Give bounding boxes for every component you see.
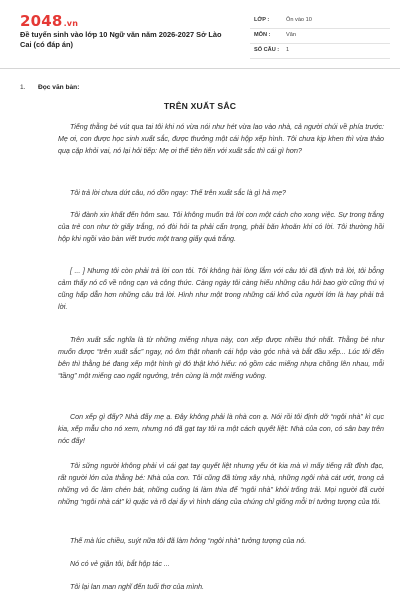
meta-row-subject <box>250 29 390 44</box>
header-divider <box>0 68 400 69</box>
story-paragraph: Thế mà lúc chiều, suýt nữa tôi đã làm hỏng “ngôi nhà” tưởng tượng của nó. <box>70 537 307 545</box>
story-paragraph: Con xếp gì đấy? Nhà đấy mẹ ạ. Đây không phải là nhà con ạ. Nói rồi tôi định dỡ “ngôi nhà” kì cục kia, xếp mẫu cho nó xem, nhưng nó đã gạt tay tôi ra một cách quyết liệt: Nhà của con, có sân bay trên nóc đấy! <box>58 413 384 446</box>
logo-main: 2048 <box>20 12 63 30</box>
meta-row-question-count <box>250 44 390 59</box>
meta-value: Văn <box>286 32 296 38</box>
meta-info-box <box>250 14 390 59</box>
story-paragraph: Tôi đành xin khất đến hôm sau. Tôi không muốn trả lời con một cách cho xong việc. Sự trong trắng của trẻ con như tờ giấy trắng, nó đòi hỏi ta phải cẩn trọng, phải băn khoăn khi có lời. Tôi thường hồi hộp khi ngồi vào bàn viết trước một trang giấy quá trắng. <box>58 211 384 244</box>
question-label: Đọc văn bản: <box>38 84 80 91</box>
site-logo[interactable] <box>20 12 78 30</box>
meta-value: 1 <box>286 47 290 53</box>
story-paragraph: Tôi sững người không phải vì cái gạt tay quyết liệt nhưng yếu ớt kia mà vì mấy tiếng rất đỉnh đạc, rất người lớn của thằng bé: Nhà của con. Tôi cũng đã từng xây nhà, những ngôi nhà cát ướt, trong cả những vỏ ốc làm chén bát, những cuống lá làm thìa để “ngôi nhà” khỏi trống trải. Mọi người đã cười những “ngôi nhà cát” kì quặc và rõ dại ấy vì hình dáng của chúng chỉ giống mỗi trí tưởng tượng của tôi. <box>58 462 384 507</box>
story-paragraph: Tôi trả lời chưa dứt câu, nó dồn ngay: Thế trên xuất sắc là gì hả mẹ? <box>70 189 286 197</box>
meta-value: Ôn vào 10 <box>286 17 312 23</box>
meta-label: SỐ CÂU : <box>254 47 280 53</box>
meta-row-class <box>250 14 390 29</box>
story-paragraph: [ ... ] Nhưng tôi còn phải trả lời con tôi. Tôi không hài lòng lắm với câu tôi đã định trả lời, tôi bỗng cảm thấy nó cố về nông cạn và công thức. Càng ngày tôi càng hiểu những câu hỏi bao giờ cũng thú vị cũng hấp dẫn hơn những câu trả lời. Hình như một trong những cái khổ của người lớn là hay phải trả lời. <box>58 267 384 312</box>
story-paragraph: Nó có vẻ giận tôi, bắt hộp tác ... <box>70 560 170 568</box>
document-title: Đề tuyển sinh vào lớp 10 Ngữ văn năm 2026-2027 Sở Lào Cai (có đáp án) <box>20 30 222 49</box>
meta-label: LỚP : <box>254 17 270 23</box>
meta-label: MÔN : <box>254 32 271 38</box>
story-title: TRÊN XUẤT SẮC <box>163 101 237 111</box>
story-paragraph: Trên xuất sắc nghĩa là từ những miếng nhựa này, con xếp được nhiều thứ nhất. Thằng bé như muốn được “trên xuất sắc” ngay, nó ôm thật nhanh cái hộp vào góc nhà và bắt đầu xếp... Lúc tôi đến bên thì thằng bé đang xếp một hình gì đó thật khó hiểu: nó gồm các miếng nhựa chồng lên nhau, mỗi “tầng” một miếng cao ngất ngưởng, trên cùng là một miếng vuông. <box>58 336 384 381</box>
page-header <box>0 0 400 68</box>
question-number: 1. <box>20 84 26 91</box>
logo-suffix: .vn <box>63 19 79 28</box>
story-paragraph: Tôi lại lan man nghĩ đến tuổi thơ của mình. <box>70 583 205 591</box>
story-paragraph: Tiếng thằng bé vút qua tai tôi khi nó vừa nói như hét vừa lao vào nhà, cả người chúi về phía trước: Mẹ ơi, con được học sinh xuất sắc, được thưởng một cái hộp xếp hình. Tôi chưa kịp khen thì vừa thảo quạ cặp khỏi vai, nó lại hỏi tiếp: Mẹ ơi thế tiên tiến với xuất sắc thì cái gì hơn? <box>58 123 384 156</box>
